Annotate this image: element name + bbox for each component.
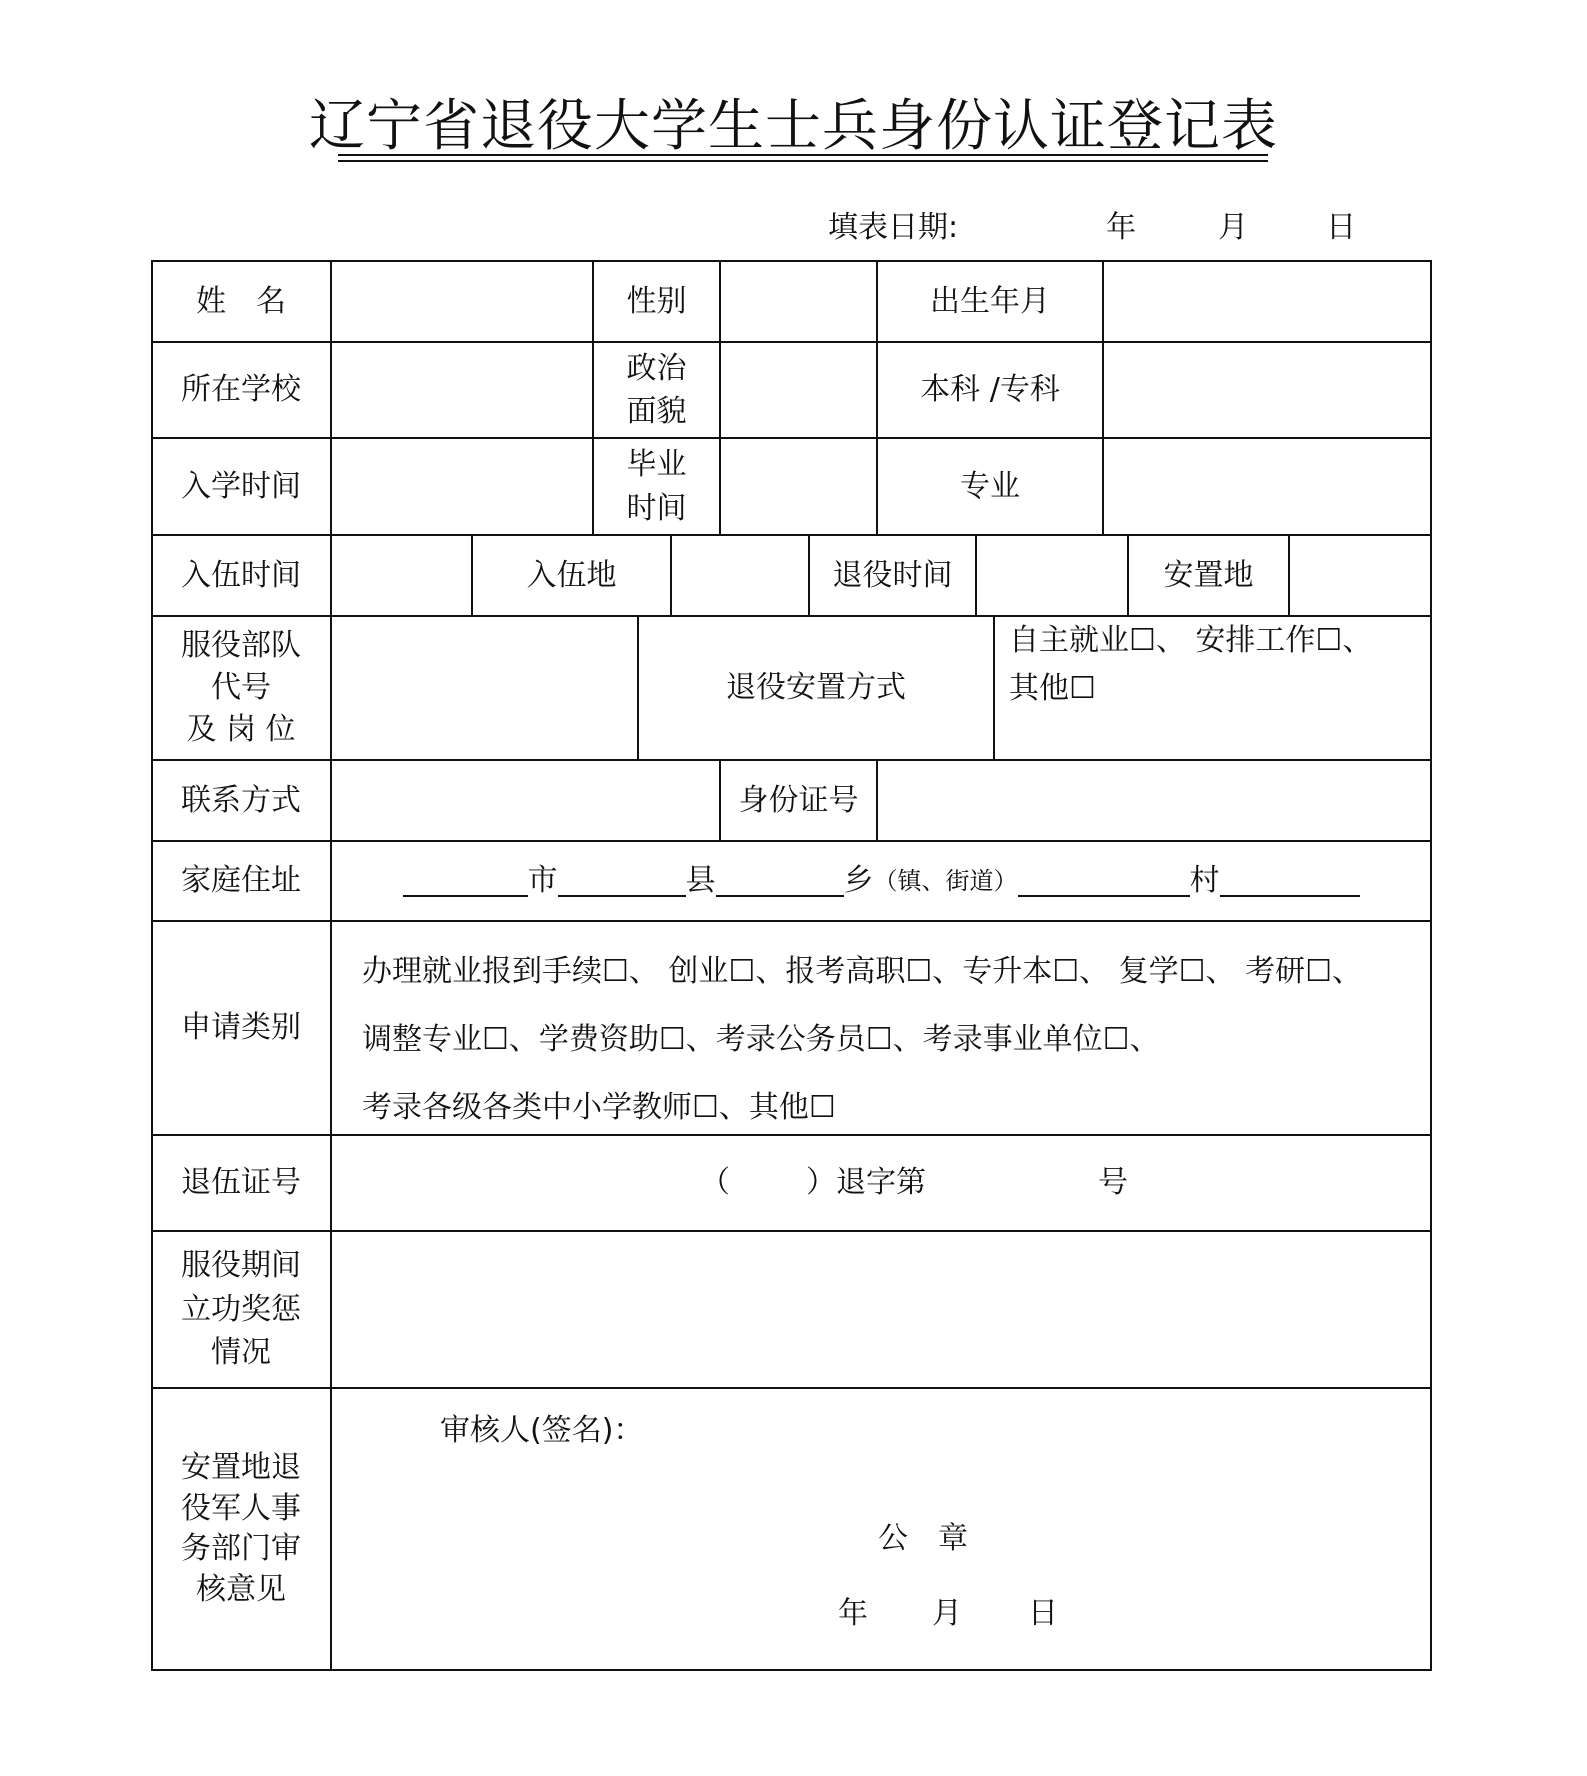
title-underline [338, 154, 1268, 156]
birth-label: 出生年月 [930, 283, 1050, 319]
address-county-blank[interactable] [558, 865, 686, 897]
political-field[interactable] [721, 343, 876, 437]
settle-options-line: 其他☐ [1009, 671, 1096, 706]
settle-options[interactable] [995, 617, 1430, 759]
official-seal-label: 公 章 [878, 1521, 968, 1556]
merit-label-line: 服役期间 [181, 1248, 301, 1284]
contact-label: 联系方式 [181, 782, 301, 818]
merit-label-line: 情况 [211, 1335, 271, 1371]
enroll-field[interactable] [332, 439, 592, 534]
fill-date-year: 年 [1106, 210, 1137, 245]
political-label-line: 面貌 [626, 394, 687, 429]
graduate-label [594, 439, 719, 534]
review-month: 月 [932, 1596, 962, 1631]
review-field[interactable] [332, 1389, 1430, 1669]
address-county: 县 [685, 863, 716, 899]
enlist-place-label: 入伍地 [526, 557, 617, 593]
address-village: 村 [1189, 863, 1220, 899]
gender-field[interactable] [721, 262, 876, 341]
name-field[interactable] [332, 262, 592, 341]
apply-option-line[interactable]: 办理就业报到手续☐、 创业☐、报考高职☐、专升本☐、 复学☐、 考研☐、 [362, 954, 1362, 989]
address-field[interactable] [332, 842, 1430, 920]
id-label: 身份证号 [738, 782, 859, 818]
degree-label: 本科 /专科 [920, 372, 1060, 408]
fill-date-month: 月 [1218, 210, 1249, 245]
retire-time-label: 退役时间 [832, 557, 953, 593]
page-title: 辽宁省退役大学生士兵身份认证登记表 [309, 94, 1278, 159]
political-label-line: 政治 [626, 350, 687, 386]
school-field[interactable] [332, 343, 592, 437]
settle-place-label: 安置地 [1163, 557, 1254, 593]
graduate-label-line: 毕业 [626, 447, 687, 482]
settle-method-label: 退役安置方式 [726, 670, 906, 706]
id-field[interactable] [878, 761, 1430, 840]
retire-time-field[interactable] [977, 536, 1127, 615]
merit-label [152, 1232, 330, 1387]
settle-options-line: 自主就业☐、 安排工作☐、 [1009, 623, 1373, 658]
apply-option-line[interactable]: 考录各级各类中小学教师☐、其他☐ [362, 1090, 836, 1125]
gender-label: 性别 [626, 283, 687, 319]
title-underline-double [338, 160, 1268, 162]
major-field[interactable] [1104, 439, 1430, 534]
contact-field[interactable] [332, 761, 719, 840]
review-label-line: 核意见 [196, 1571, 286, 1607]
merit-label-line: 立功奖惩 [181, 1291, 301, 1327]
graduate-label-line: 时间 [626, 490, 687, 526]
unit-label-line: 及 岗 位 [186, 712, 296, 747]
fill-date [828, 208, 1356, 248]
enroll-label: 入学时间 [181, 468, 301, 504]
degree-field[interactable] [1104, 343, 1430, 437]
school-label: 所在学校 [181, 372, 301, 408]
review-year: 年 [838, 1596, 868, 1631]
apply-label: 申请类别 [181, 1010, 301, 1046]
address-town: 乡 [843, 863, 874, 899]
review-day: 日 [1028, 1596, 1058, 1631]
unit-field[interactable] [332, 617, 637, 759]
review-label-line: 役军人事 [181, 1490, 301, 1526]
review-label-line: 务部门审 [181, 1531, 301, 1566]
review-label-line: 安置地退 [181, 1450, 301, 1485]
review-label [152, 1389, 330, 1669]
unit-label-line: 服役部队 [181, 628, 301, 663]
unit-label-line: 代号 [211, 670, 271, 705]
address-label: 家庭住址 [181, 863, 301, 899]
row-divider [151, 920, 1432, 922]
name-label: 姓 名 [196, 283, 286, 319]
apply-option-line[interactable]: 调整专业☐、学费资助☐、考录公务员☐、考录事业单位☐、 [362, 1022, 1160, 1057]
cert-open: （ [700, 1165, 730, 1201]
unit-label [152, 617, 330, 759]
fill-date-label: 填表日期: [828, 210, 959, 245]
birth-field[interactable] [1104, 262, 1430, 341]
address-town-blank[interactable] [716, 865, 844, 897]
fill-date-day: 日 [1326, 210, 1357, 245]
address-tail-blank[interactable] [1220, 865, 1360, 897]
address-city-blank[interactable] [403, 865, 528, 897]
cert-field[interactable] [332, 1136, 1430, 1230]
address-village-blank[interactable] [1018, 865, 1190, 897]
graduate-field[interactable] [721, 439, 876, 534]
merit-field[interactable] [332, 1232, 1430, 1387]
address-city: 市 [527, 863, 558, 899]
reviewer-signature-label: 审核人(签名)： [440, 1413, 644, 1448]
enlist-time-label: 入伍时间 [181, 557, 301, 593]
enlist-place-field[interactable] [672, 536, 808, 615]
address-town-note: （镇、街道） [873, 866, 1018, 895]
enlist-time-field[interactable] [332, 536, 471, 615]
cert-label: 退伍证号 [181, 1165, 301, 1201]
major-label: 专业 [960, 468, 1020, 504]
political-label [594, 343, 719, 437]
cert-middle: ）退字第 [806, 1165, 926, 1201]
cert-end: 号 [1098, 1165, 1128, 1201]
settle-place-field[interactable] [1290, 536, 1430, 615]
